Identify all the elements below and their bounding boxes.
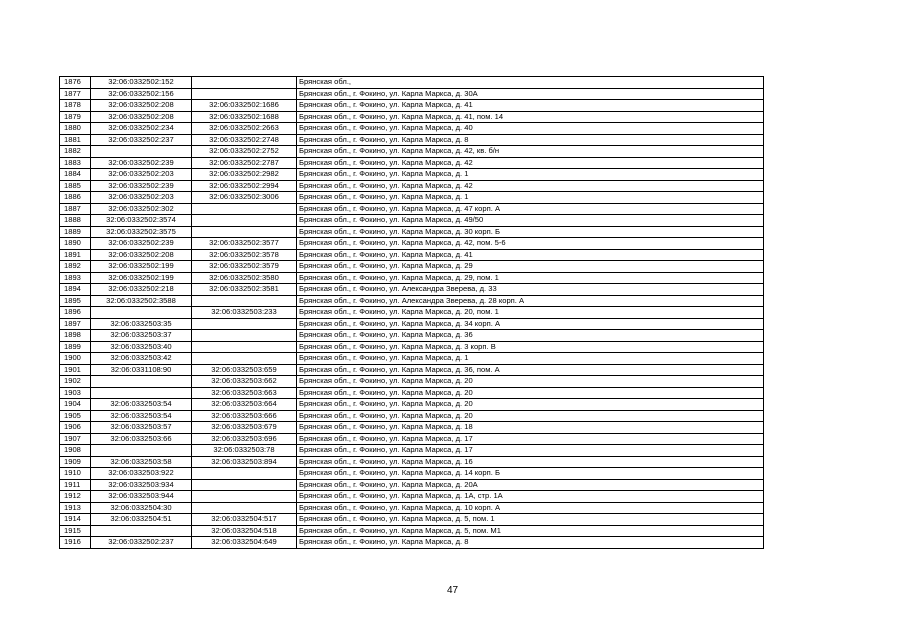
table-row bbox=[60, 364, 764, 376]
cadastral-number-parcel-cell: 32:06:0332502:203 bbox=[91, 192, 192, 204]
row-number-cell: 1892 bbox=[60, 261, 91, 273]
row-number-cell: 1904 bbox=[60, 399, 91, 411]
cadastral-number-parcel-cell: 32:06:0332503:54 bbox=[91, 399, 192, 411]
cadastral-number-object-cell bbox=[192, 330, 297, 342]
address-cell: Брянская обл., г. Фокино, ул. Карла Маркса, д. 17 bbox=[297, 445, 764, 457]
address-cell: Брянская обл., г. Фокино, ул. Карла Маркса, д. 1 bbox=[297, 169, 764, 181]
address-cell: Брянская обл., г. Фокино, ул. Карла Маркса, д. 30А bbox=[297, 88, 764, 100]
cadastral-number-object-cell: 32:06:0332504:518 bbox=[192, 525, 297, 537]
cadastral-number-parcel-cell: 32:06:0331108:90 bbox=[91, 364, 192, 376]
address-cell: Брянская обл., г. Фокино, ул. Карла Маркса, д. 8 bbox=[297, 537, 764, 549]
cadastral-number-object-cell: 32:06:0332502:2752 bbox=[192, 146, 297, 158]
cadastral-number-parcel-cell bbox=[91, 376, 192, 388]
cadastral-number-parcel-cell: 32:06:0332502:239 bbox=[91, 238, 192, 250]
cadastral-number-object-cell: 32:06:0332503:663 bbox=[192, 387, 297, 399]
row-number-cell: 1887 bbox=[60, 203, 91, 215]
cadastral-number-parcel-cell: 32:06:0332502:234 bbox=[91, 123, 192, 135]
cadastral-number-object-cell: 32:06:0332503:696 bbox=[192, 433, 297, 445]
cadastral-number-object-cell bbox=[192, 502, 297, 514]
address-cell: Брянская обл., bbox=[297, 77, 764, 89]
cadastral-number-parcel-cell: 32:06:0332504:51 bbox=[91, 514, 192, 526]
table-row bbox=[60, 203, 764, 215]
cadastral-number-parcel-cell: 32:06:0332503:40 bbox=[91, 341, 192, 353]
cadastral-number-parcel-cell: 32:06:0332503:944 bbox=[91, 491, 192, 503]
address-cell: Брянская обл., г. Фокино, ул. Карла Маркса, д. 1 bbox=[297, 192, 764, 204]
row-number-cell: 1907 bbox=[60, 433, 91, 445]
row-number-cell: 1899 bbox=[60, 341, 91, 353]
cadastral-number-object-cell bbox=[192, 341, 297, 353]
cadastral-number-object-cell: 32:06:0332504:517 bbox=[192, 514, 297, 526]
table-row bbox=[60, 514, 764, 526]
cadastral-number-parcel-cell: 32:06:0332503:58 bbox=[91, 456, 192, 468]
table-row bbox=[60, 479, 764, 491]
table-row bbox=[60, 410, 764, 422]
table-row bbox=[60, 111, 764, 123]
table-row bbox=[60, 502, 764, 514]
row-number-cell: 1885 bbox=[60, 180, 91, 192]
cadastral-number-object-cell bbox=[192, 479, 297, 491]
address-cell: Брянская обл., г. Фокино, ул. Карла Маркса, д. 41 bbox=[297, 249, 764, 261]
cadastral-number-object-cell bbox=[192, 215, 297, 227]
table-row bbox=[60, 123, 764, 135]
cadastral-number-parcel-cell: 32:06:0332502:3588 bbox=[91, 295, 192, 307]
table-row bbox=[60, 226, 764, 238]
table-row bbox=[60, 169, 764, 181]
cadastral-number-object-cell: 32:06:0332502:3579 bbox=[192, 261, 297, 273]
table-row bbox=[60, 134, 764, 146]
cadastral-number-parcel-cell: 32:06:0332503:922 bbox=[91, 468, 192, 480]
cadastral-number-object-cell: 32:06:0332502:2982 bbox=[192, 169, 297, 181]
row-number-cell: 1911 bbox=[60, 479, 91, 491]
address-cell: Брянская обл., г. Фокино, ул. Карла Маркса, д. 20, пом. 1 bbox=[297, 307, 764, 319]
address-cell: Брянская обл., г. Фокино, ул. Карла Маркса, д. 10 корп. А bbox=[297, 502, 764, 514]
address-cell: Брянская обл., г. Фокино, ул. Карла Маркса, д. 1А, стр. 1А bbox=[297, 491, 764, 503]
table-row bbox=[60, 445, 764, 457]
cadastral-number-object-cell: 32:06:0332503:679 bbox=[192, 422, 297, 434]
cadastral-number-object-cell: 32:06:0332502:3580 bbox=[192, 272, 297, 284]
table-row bbox=[60, 433, 764, 445]
address-cell: Брянская обл., г. Фокино, ул. Карла Маркса, д. 29, пом. 1 bbox=[297, 272, 764, 284]
address-cell: Брянская обл., г. Фокино, ул. Карла Маркса, д. 41, пом. 14 bbox=[297, 111, 764, 123]
address-cell: Брянская обл., г. Фокино, ул. Карла Маркса, д. 40 bbox=[297, 123, 764, 135]
row-number-cell: 1876 bbox=[60, 77, 91, 89]
cadastral-number-object-cell bbox=[192, 226, 297, 238]
address-cell: Брянская обл., г. Фокино, ул. Карла Маркса, д. 29 bbox=[297, 261, 764, 273]
cadastral-number-object-cell: 32:06:0332502:1686 bbox=[192, 100, 297, 112]
table-row bbox=[60, 376, 764, 388]
cadastral-number-parcel-cell: 32:06:0332502:302 bbox=[91, 203, 192, 215]
cadastral-number-object-cell: 32:06:0332503:662 bbox=[192, 376, 297, 388]
table-row bbox=[60, 238, 764, 250]
row-number-cell: 1912 bbox=[60, 491, 91, 503]
row-number-cell: 1915 bbox=[60, 525, 91, 537]
cadastral-number-object-cell: 32:06:0332504:649 bbox=[192, 537, 297, 549]
address-cell: Брянская обл., г. Фокино, ул. Карла Маркса, д. 5, пом. М1 bbox=[297, 525, 764, 537]
row-number-cell: 1909 bbox=[60, 456, 91, 468]
table-row bbox=[60, 284, 764, 296]
cadastral-number-object-cell: 32:06:0332503:664 bbox=[192, 399, 297, 411]
address-cell: Брянская обл., г. Фокино, ул. Александра Зверева, д. 28 корп. А bbox=[297, 295, 764, 307]
address-cell: Брянская обл., г. Фокино, ул. Карла Маркса, д. 34 корп. А bbox=[297, 318, 764, 330]
cadastral-number-object-cell: 32:06:0332503:666 bbox=[192, 410, 297, 422]
address-cell: Брянская обл., г. Фокино, ул. Карла Маркса, д. 16 bbox=[297, 456, 764, 468]
table-row bbox=[60, 341, 764, 353]
row-number-cell: 1913 bbox=[60, 502, 91, 514]
cadastral-number-parcel-cell: 32:06:0332502:237 bbox=[91, 134, 192, 146]
cadastral-number-parcel-cell bbox=[91, 445, 192, 457]
address-cell: Брянская обл., г. Фокино, ул. Карла Маркса, д. 20 bbox=[297, 376, 764, 388]
row-number-cell: 1881 bbox=[60, 134, 91, 146]
row-number-cell: 1890 bbox=[60, 238, 91, 250]
cadastral-number-object-cell: 32:06:0332503:233 bbox=[192, 307, 297, 319]
cadastral-number-parcel-cell: 32:06:0332504:30 bbox=[91, 502, 192, 514]
address-cell: Брянская обл., г. Фокино, ул. Карла Маркса, д. 3 корп. В bbox=[297, 341, 764, 353]
row-number-cell: 1897 bbox=[60, 318, 91, 330]
cadastral-number-object-cell: 32:06:0332503:894 bbox=[192, 456, 297, 468]
cadastral-number-object-cell: 32:06:0332502:2994 bbox=[192, 180, 297, 192]
cadastral-number-parcel-cell: 32:06:0332502:3574 bbox=[91, 215, 192, 227]
cadastral-number-object-cell: 32:06:0332503:78 bbox=[192, 445, 297, 457]
table-row bbox=[60, 215, 764, 227]
cadastral-number-parcel-cell: 32:06:0332502:199 bbox=[91, 272, 192, 284]
cadastral-number-object-cell bbox=[192, 88, 297, 100]
cadastral-number-parcel-cell: 32:06:0332503:42 bbox=[91, 353, 192, 365]
address-cell: Брянская обл., г. Фокино, ул. Карла Маркса, д. 36, пом. А bbox=[297, 364, 764, 376]
cadastral-number-parcel-cell bbox=[91, 146, 192, 158]
cadastral-number-parcel-cell: 32:06:0332502:199 bbox=[91, 261, 192, 273]
cadastral-number-parcel-cell: 32:06:0332502:152 bbox=[91, 77, 192, 89]
cadastral-number-parcel-cell: 32:06:0332502:208 bbox=[91, 100, 192, 112]
table-row bbox=[60, 318, 764, 330]
table-row bbox=[60, 456, 764, 468]
row-number-cell: 1896 bbox=[60, 307, 91, 319]
address-cell: Брянская обл., г. Фокино, ул. Карла Маркса, д. 14 корп. Б bbox=[297, 468, 764, 480]
cadastral-number-object-cell bbox=[192, 77, 297, 89]
address-cell: Брянская обл., г. Фокино, ул. Карла Маркса, д. 18 bbox=[297, 422, 764, 434]
row-number-cell: 1893 bbox=[60, 272, 91, 284]
cadastral-number-parcel-cell: 32:06:0332503:57 bbox=[91, 422, 192, 434]
row-number-cell: 1884 bbox=[60, 169, 91, 181]
cadastral-number-object-cell: 32:06:0332502:3577 bbox=[192, 238, 297, 250]
cadastral-number-parcel-cell: 32:06:0332502:208 bbox=[91, 249, 192, 261]
table-row bbox=[60, 491, 764, 503]
address-cell: Брянская обл., г. Фокино, ул. Карла Маркса, д. 42 bbox=[297, 157, 764, 169]
address-cell: Брянская обл., г. Фокино, ул. Карла Маркса, д. 42 bbox=[297, 180, 764, 192]
table-row bbox=[60, 180, 764, 192]
table-row bbox=[60, 295, 764, 307]
table-row bbox=[60, 100, 764, 112]
address-cell: Брянская обл., г. Фокино, ул. Карла Маркса, д. 47 корп. А bbox=[297, 203, 764, 215]
address-cell: Брянская обл., г. Фокино, ул. Карла Маркса, д. 20 bbox=[297, 399, 764, 411]
row-number-cell: 1916 bbox=[60, 537, 91, 549]
cadastral-number-parcel-cell bbox=[91, 525, 192, 537]
cadastral-number-parcel-cell: 32:06:0332502:156 bbox=[91, 88, 192, 100]
row-number-cell: 1878 bbox=[60, 100, 91, 112]
cadastral-number-object-cell bbox=[192, 318, 297, 330]
address-cell: Брянская обл., г. Фокино, ул. Карла Маркса, д. 20А bbox=[297, 479, 764, 491]
cadastral-number-parcel-cell: 32:06:0332502:237 bbox=[91, 537, 192, 549]
records-table bbox=[59, 76, 764, 549]
records-table-body bbox=[60, 77, 764, 549]
row-number-cell: 1910 bbox=[60, 468, 91, 480]
address-cell: Брянская обл., г. Фокино, ул. Карла Маркса, д. 1 bbox=[297, 353, 764, 365]
cadastral-number-object-cell: 32:06:0332502:3006 bbox=[192, 192, 297, 204]
row-number-cell: 1883 bbox=[60, 157, 91, 169]
page-number: 47 bbox=[446, 585, 459, 596]
table-row bbox=[60, 399, 764, 411]
table-row bbox=[60, 330, 764, 342]
row-number-cell: 1906 bbox=[60, 422, 91, 434]
cadastral-number-parcel-cell: 32:06:0332502:239 bbox=[91, 180, 192, 192]
row-number-cell: 1889 bbox=[60, 226, 91, 238]
cadastral-number-object-cell bbox=[192, 353, 297, 365]
row-number-cell: 1900 bbox=[60, 353, 91, 365]
row-number-cell: 1903 bbox=[60, 387, 91, 399]
row-number-cell: 1894 bbox=[60, 284, 91, 296]
table-row bbox=[60, 387, 764, 399]
cadastral-number-object-cell: 32:06:0332502:2787 bbox=[192, 157, 297, 169]
row-number-cell: 1882 bbox=[60, 146, 91, 158]
table-row bbox=[60, 77, 764, 89]
cadastral-number-object-cell bbox=[192, 491, 297, 503]
table-row bbox=[60, 192, 764, 204]
cadastral-number-parcel-cell: 32:06:0332503:37 bbox=[91, 330, 192, 342]
cadastral-number-object-cell: 32:06:0332502:2663 bbox=[192, 123, 297, 135]
table-row bbox=[60, 157, 764, 169]
row-number-cell: 1898 bbox=[60, 330, 91, 342]
table-row bbox=[60, 307, 764, 319]
address-cell: Брянская обл., г. Фокино, ул. Карла Маркса, д. 20 bbox=[297, 387, 764, 399]
table-row bbox=[60, 468, 764, 480]
cadastral-number-object-cell bbox=[192, 468, 297, 480]
row-number-cell: 1905 bbox=[60, 410, 91, 422]
cadastral-number-parcel-cell bbox=[91, 387, 192, 399]
table-row bbox=[60, 261, 764, 273]
row-number-cell: 1886 bbox=[60, 192, 91, 204]
row-number-cell: 1901 bbox=[60, 364, 91, 376]
address-cell: Брянская обл., г. Фокино, ул. Карла Маркса, д. 8 bbox=[297, 134, 764, 146]
table-row bbox=[60, 422, 764, 434]
address-cell: Брянская обл., г. Фокино, ул. Карла Маркса, д. 5, пом. 1 bbox=[297, 514, 764, 526]
cadastral-number-parcel-cell: 32:06:0332502:203 bbox=[91, 169, 192, 181]
address-cell: Брянская обл., г. Фокино, ул. Карла Маркса, д. 20 bbox=[297, 410, 764, 422]
row-number-cell: 1880 bbox=[60, 123, 91, 135]
table-row bbox=[60, 88, 764, 100]
row-number-cell: 1879 bbox=[60, 111, 91, 123]
row-number-cell: 1914 bbox=[60, 514, 91, 526]
cadastral-number-object-cell bbox=[192, 295, 297, 307]
table-row bbox=[60, 249, 764, 261]
cadastral-number-parcel-cell: 32:06:0332503:66 bbox=[91, 433, 192, 445]
row-number-cell: 1891 bbox=[60, 249, 91, 261]
address-cell: Брянская обл., г. Фокино, ул. Карла Маркса, д. 49/50 bbox=[297, 215, 764, 227]
cadastral-number-parcel-cell bbox=[91, 307, 192, 319]
row-number-cell: 1895 bbox=[60, 295, 91, 307]
cadastral-number-parcel-cell: 32:06:0332503:54 bbox=[91, 410, 192, 422]
row-number-cell: 1908 bbox=[60, 445, 91, 457]
cadastral-number-object-cell: 32:06:0332502:2748 bbox=[192, 134, 297, 146]
address-cell: Брянская обл., г. Фокино, ул. Карла Маркса, д. 30 корп. Б bbox=[297, 226, 764, 238]
address-cell: Брянская обл., г. Фокино, ул. Карла Маркса, д. 42, кв. б/н bbox=[297, 146, 764, 158]
address-cell: Брянская обл., г. Фокино, ул. Карла Маркса, д. 17 bbox=[297, 433, 764, 445]
table-row bbox=[60, 146, 764, 158]
cadastral-number-object-cell: 32:06:0332502:3578 bbox=[192, 249, 297, 261]
address-cell: Брянская обл., г. Фокино, ул. Карла Маркса, д. 36 bbox=[297, 330, 764, 342]
cadastral-number-object-cell: 32:06:0332503:659 bbox=[192, 364, 297, 376]
table-row bbox=[60, 272, 764, 284]
row-number-cell: 1888 bbox=[60, 215, 91, 227]
row-number-cell: 1877 bbox=[60, 88, 91, 100]
address-cell: Брянская обл., г. Фокино, ул. Карла Маркса, д. 42, пом. 5-6 bbox=[297, 238, 764, 250]
cadastral-number-object-cell: 32:06:0332502:1688 bbox=[192, 111, 297, 123]
row-number-cell: 1902 bbox=[60, 376, 91, 388]
cadastral-number-parcel-cell: 32:06:0332503:35 bbox=[91, 318, 192, 330]
table-row bbox=[60, 525, 764, 537]
cadastral-number-parcel-cell: 32:06:0332502:208 bbox=[91, 111, 192, 123]
cadastral-number-parcel-cell: 32:06:0332502:3575 bbox=[91, 226, 192, 238]
table-row bbox=[60, 537, 764, 549]
table-row bbox=[60, 353, 764, 365]
cadastral-number-object-cell bbox=[192, 203, 297, 215]
cadastral-number-parcel-cell: 32:06:0332502:239 bbox=[91, 157, 192, 169]
cadastral-number-object-cell: 32:06:0332502:3581 bbox=[192, 284, 297, 296]
address-cell: Брянская обл., г. Фокино, ул. Карла Маркса, д. 41 bbox=[297, 100, 764, 112]
cadastral-number-parcel-cell: 32:06:0332503:934 bbox=[91, 479, 192, 491]
address-cell: Брянская обл., г. Фокино, ул. Александра Зверева, д. 33 bbox=[297, 284, 764, 296]
cadastral-number-parcel-cell: 32:06:0332502:218 bbox=[91, 284, 192, 296]
